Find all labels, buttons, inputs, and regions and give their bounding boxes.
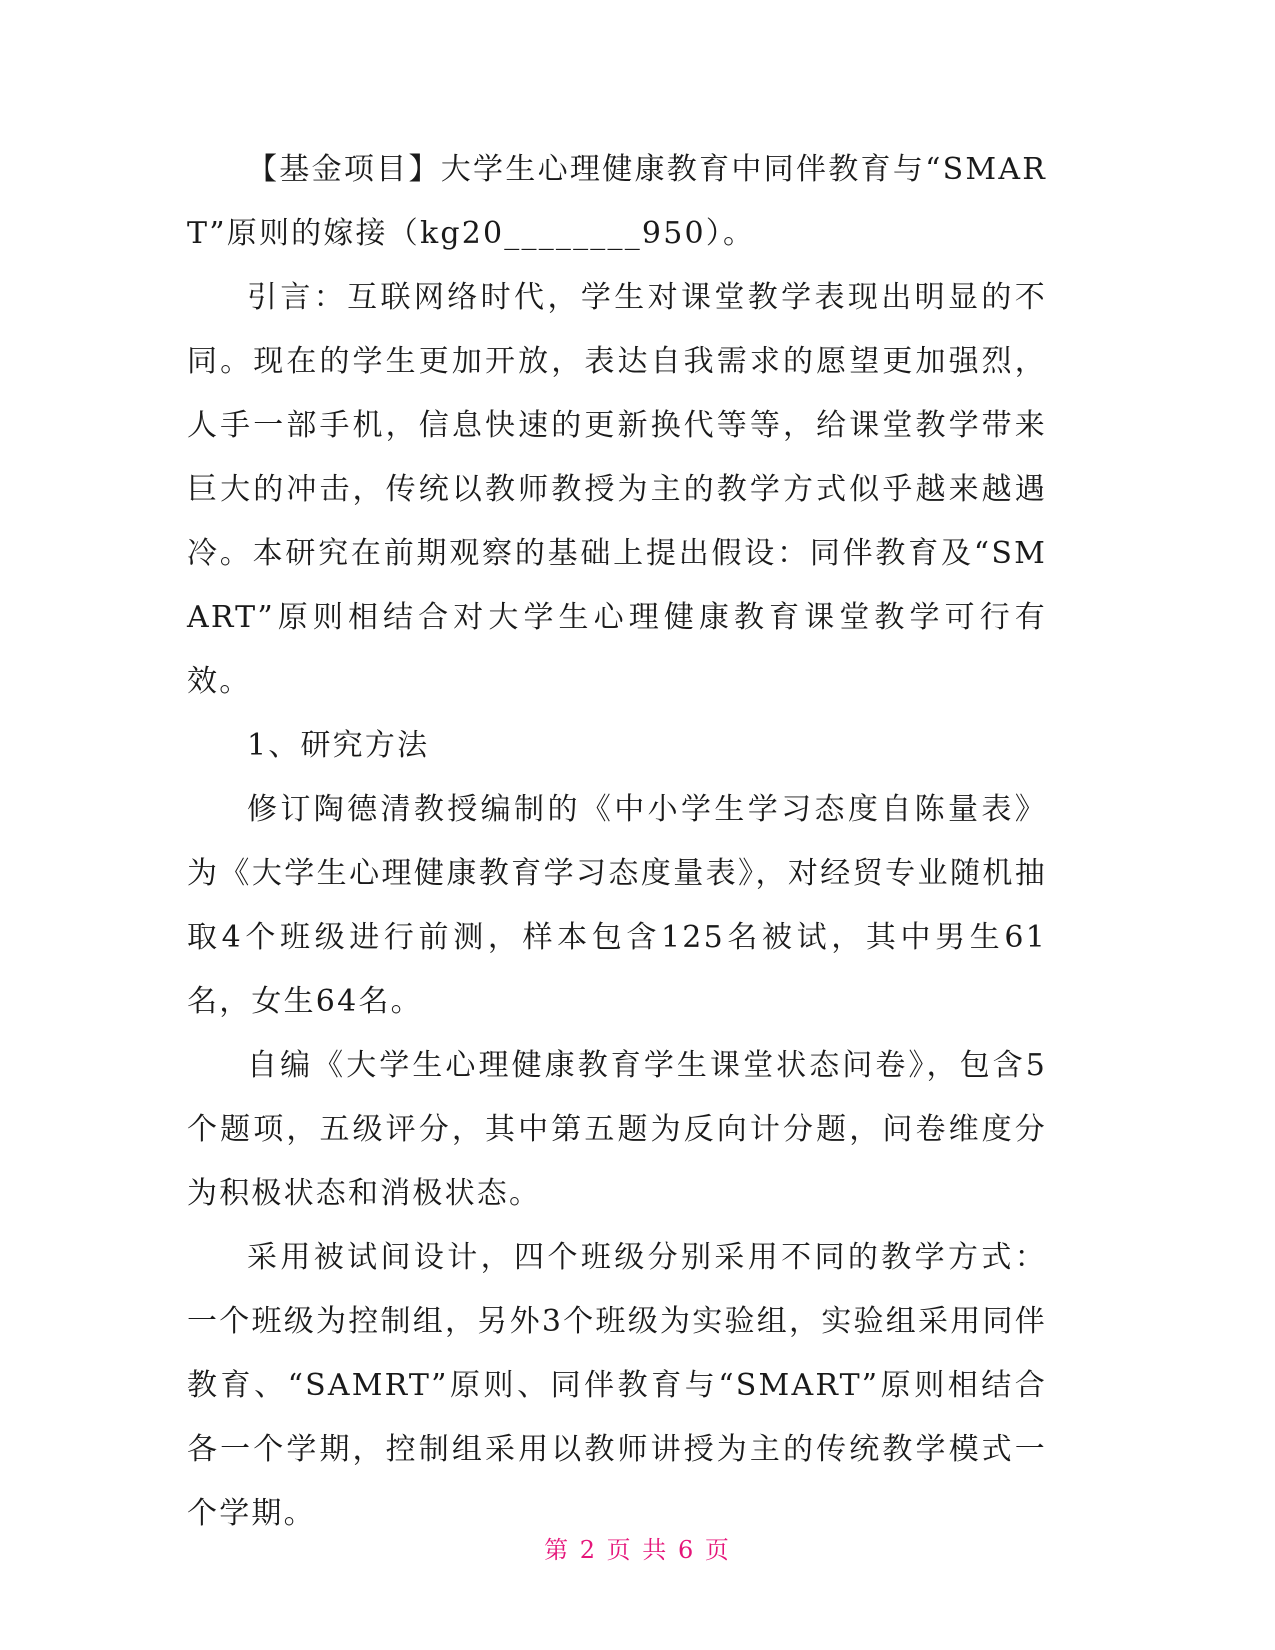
document-body: [187, 138, 1047, 1546]
paragraph-questionnaire: 自编《大学生心理健康教育学生课堂状态问卷》，包含5个题项，五级评分，其中第五题为反向计分题，问卷维度分为积极状态和消极状态。: [187, 1048, 1047, 1211]
paragraph-design: 采用被试间设计，四个班级分别采用不同的教学方式：一个班级为控制组，另外3个班级为实验组，实验组采用同伴教育、“SAMRT”原则、同伴教育与“SMART”原则相结合各一个学期，控制组采用以教师讲授为主的传统教学模式一个学期。: [187, 1240, 1047, 1531]
page-number-footer: 第 2 页 共 6 页: [544, 1536, 731, 1564]
paragraph-introduction: 引言：互联网络时代，学生对课堂教学表现出明显的不同。现在的学生更加开放，表达自我需求的愿望更加强烈，人手一部手机，信息快速的更新换代等等，给课堂教学带来巨大的冲击，传统以教师教授为主的教学方式似乎越来越遇冷。本研究在前期观察的基础上提出假设：同伴教育及“SMART”原则相结合对大学生心理健康教育课堂教学可行有效。: [187, 280, 1047, 699]
paragraph-funding: 【基金项目】大学生心理健康教育中同伴教育与“SMART”原则的嫁接（kg20________950）。: [187, 152, 1047, 251]
section-heading-methods: 1、研究方法: [247, 728, 430, 763]
paragraph-scale: 修订陶德清教授编制的《中小学生学习态度自陈量表》为《大学生心理健康教育学习态度量表》，对经贸专业随机抽取4个班级进行前测，样本包含125名被试，其中男生61名，女生64名。: [187, 792, 1047, 1019]
